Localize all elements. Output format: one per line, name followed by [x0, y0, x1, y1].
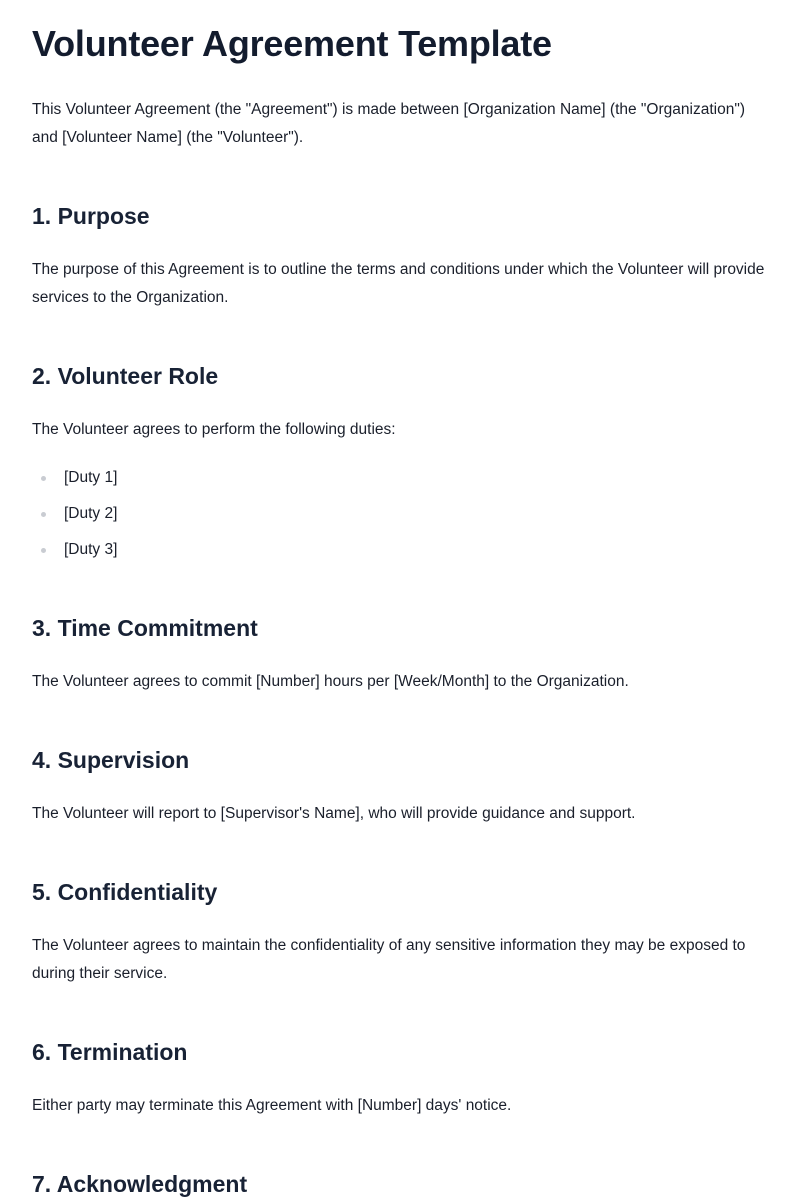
section-heading-volunteer-role: 2. Volunteer Role — [32, 363, 219, 389]
section-heading-time-commitment: 3. Time Commitment — [32, 615, 258, 641]
section-body-confidentiality: The Volunteer agrees to maintain the confidentiality of any sensitive information they may be exposed to during their service. — [32, 937, 746, 982]
list-item — [32, 502, 117, 538]
duty-label: [Duty 1] — [64, 469, 118, 486]
document-title: Volunteer Agreement Template — [32, 23, 552, 64]
intro-paragraph: This Volunteer Agreement (the "Agreement") is made between [Organization Name] (the "Organization") and [Volunteer Name] (the "Volunteer"). — [32, 101, 745, 146]
bullet-icon — [41, 548, 46, 553]
section-body-purpose: The purpose of this Agreement is to outline the terms and conditions under which the Volunteer will provide services to the Organization. — [32, 261, 765, 306]
bullet-icon — [41, 476, 46, 481]
section-heading-supervision: 4. Supervision — [32, 747, 190, 773]
section-heading-confidentiality: 5. Confidentiality — [32, 879, 218, 905]
duty-list — [32, 466, 117, 574]
section-heading-termination: 6. Termination — [32, 1039, 188, 1065]
duty-label: [Duty 2] — [64, 505, 118, 522]
section-body-termination: Either party may terminate this Agreement with [Number] days' notice. — [32, 1097, 512, 1114]
section-body-time-commitment: The Volunteer agrees to commit [Number] hours per [Week/Month] to the Organization. — [32, 673, 629, 690]
bullet-icon — [41, 512, 46, 517]
duty-label: [Duty 3] — [64, 541, 118, 558]
list-item — [32, 466, 117, 502]
list-item — [32, 538, 117, 574]
section-body-supervision: The Volunteer will report to [Supervisor's Name], who will provide guidance and support. — [32, 805, 636, 822]
section-heading-acknowledgment: 7. Acknowledgment — [32, 1171, 248, 1197]
section-body-volunteer-role: The Volunteer agrees to perform the following duties: — [32, 421, 396, 438]
section-heading-purpose: 1. Purpose — [32, 203, 150, 229]
